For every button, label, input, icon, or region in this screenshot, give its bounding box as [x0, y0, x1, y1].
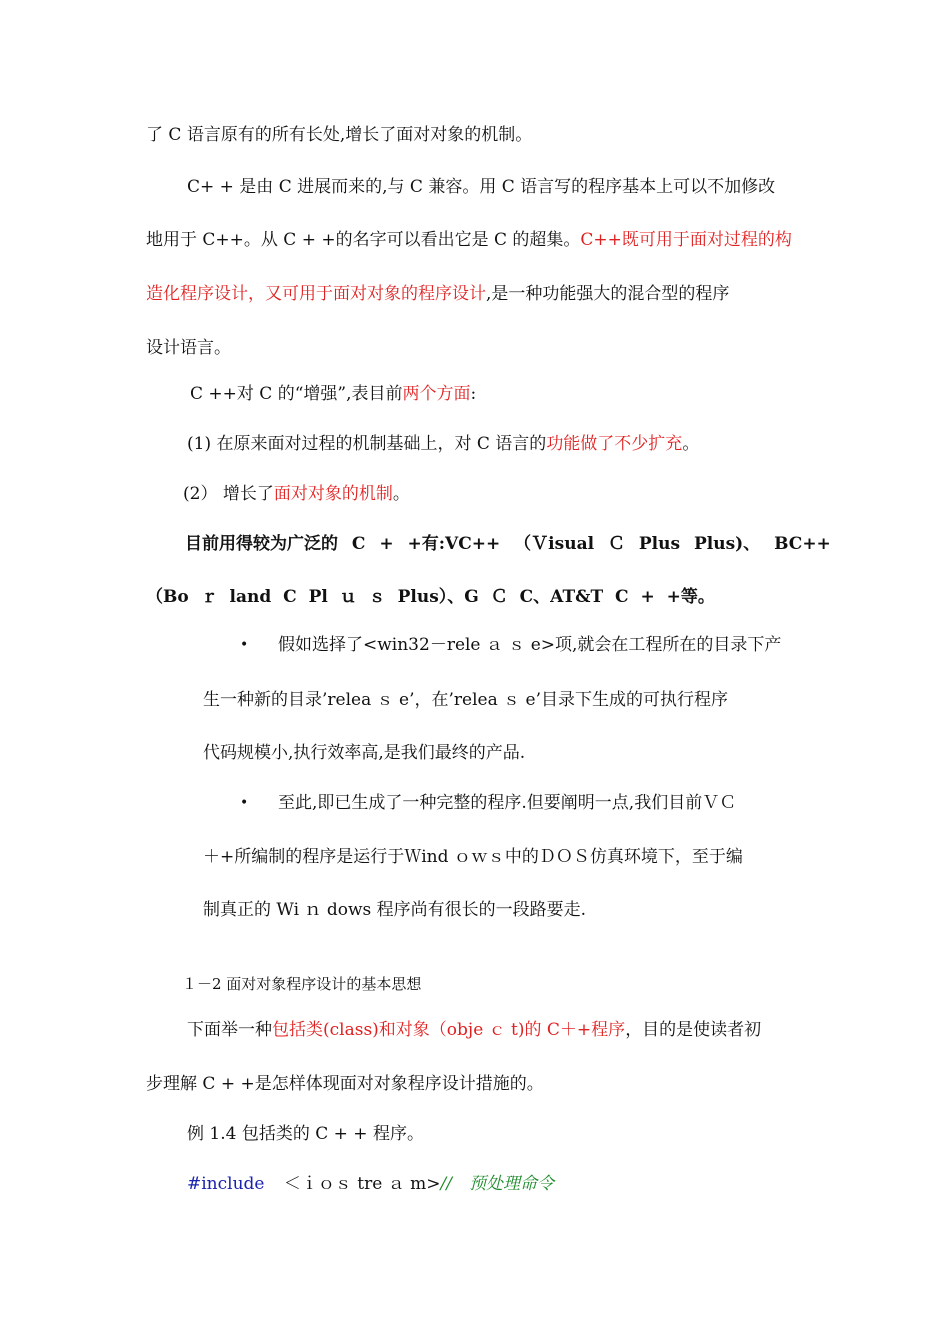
paragraph-line	[146, 228, 792, 252]
paragraph-line	[146, 282, 729, 306]
text: ,是一种功能强大的混合型的程序	[486, 284, 730, 304]
paragraph-line	[183, 482, 410, 506]
paragraph-line	[146, 336, 231, 360]
code-comment: // 预处理命令	[440, 1174, 554, 1194]
bullet-line	[278, 791, 736, 815]
text: 设计语言。	[146, 338, 231, 358]
text: １－2 面对对象程序设计的基本思想	[182, 975, 422, 993]
paragraph-line	[187, 1122, 424, 1146]
highlighted-text: C++既可用于面对过程的构	[580, 230, 792, 250]
section-heading	[182, 972, 421, 996]
text: :	[470, 384, 477, 404]
text: (1) 在原来面对过程的机制基础上，对 C 语言的	[187, 434, 547, 454]
code-line	[187, 1172, 554, 1196]
highlighted-text: 面对对象的机制	[273, 484, 393, 504]
text: 。	[682, 434, 700, 454]
text: C+ + 是由 C 进展而来的,与 C 兼容。用 C 语言写的程序基本上可以不加修改	[187, 177, 776, 197]
highlighted-text: 两个方面	[402, 384, 471, 404]
bullet-marker: •	[240, 795, 249, 811]
text: 例 1.4 包括类的 C + + 程序。	[187, 1124, 424, 1144]
paragraph-line	[146, 585, 715, 609]
code-text: ＜ｉｏｓ tre ａ m>	[283, 1174, 441, 1194]
bullet-line	[203, 688, 728, 712]
bullet-line	[203, 741, 525, 765]
bullet-line	[203, 845, 743, 869]
paragraph-line	[187, 1018, 761, 1042]
highlighted-text: 功能做了不少扩充	[546, 434, 683, 454]
paragraph-line	[190, 382, 476, 406]
highlighted-text: 包括类(class)和对象（obje ｃ t)的 C＋+程序	[272, 1020, 626, 1040]
text: 下面举一种	[187, 1020, 272, 1040]
paragraph-line	[146, 1072, 544, 1096]
text: C ++对 C 的“增强”,表目前	[190, 384, 403, 404]
text: 步理解 C + +是怎样体现面对对象程序设计措施的。	[146, 1074, 544, 1094]
bullet-marker: •	[240, 637, 249, 653]
text: 了 C 语言原有的所有长处,增长了面对对象的机制。	[146, 125, 533, 145]
text: ，目的是使读者初	[625, 1020, 762, 1040]
paragraph-line	[187, 432, 699, 456]
text: 。	[392, 484, 410, 504]
text: ＋+所编制的程序是运行于Ｗind ｏｗｓ中的ＤＯＳ仿真环境下，至于编	[203, 847, 743, 867]
text: （Bo ｒ land C Pl ｕ ｓ Plus）、G Ｃ C、AT&T C + +等。	[146, 587, 715, 607]
code-keyword: #include	[187, 1174, 265, 1194]
bullet-line	[278, 633, 781, 657]
text: (2） 增长了	[183, 484, 274, 504]
paragraph-line	[146, 123, 532, 147]
text: 假如选择了<win32－rele ａ ｓ e>项,就会在工程所在的目录下产	[278, 635, 782, 655]
paragraph-line	[185, 532, 831, 556]
text: 生一种新的目录’relea ｓ e’，在’relea ｓ e’目录下生成的可执行程序	[203, 690, 728, 710]
text: 目前用得较为广泛的 C + +有:VC++ （Ｖisual Ｃ Plus Plus)、 BC++	[185, 534, 831, 554]
text: 制真正的 Wi ｎ dows 程序尚有很长的一段路要走.	[203, 900, 587, 920]
paragraph-line	[187, 175, 775, 199]
text: 至此,即已生成了一种完整的程序.但要阐明一点,我们目前ＶＣ	[278, 793, 737, 813]
text: 地用于 C++。从 C + +的名字可以看出它是 C 的超集。	[146, 230, 581, 250]
bullet-line	[203, 898, 586, 922]
text: 代码规模小,执行效率高,是我们最终的产品.	[203, 743, 526, 763]
highlighted-text: 造化程序设计，又可用于面对对象的程序设计	[146, 284, 486, 304]
